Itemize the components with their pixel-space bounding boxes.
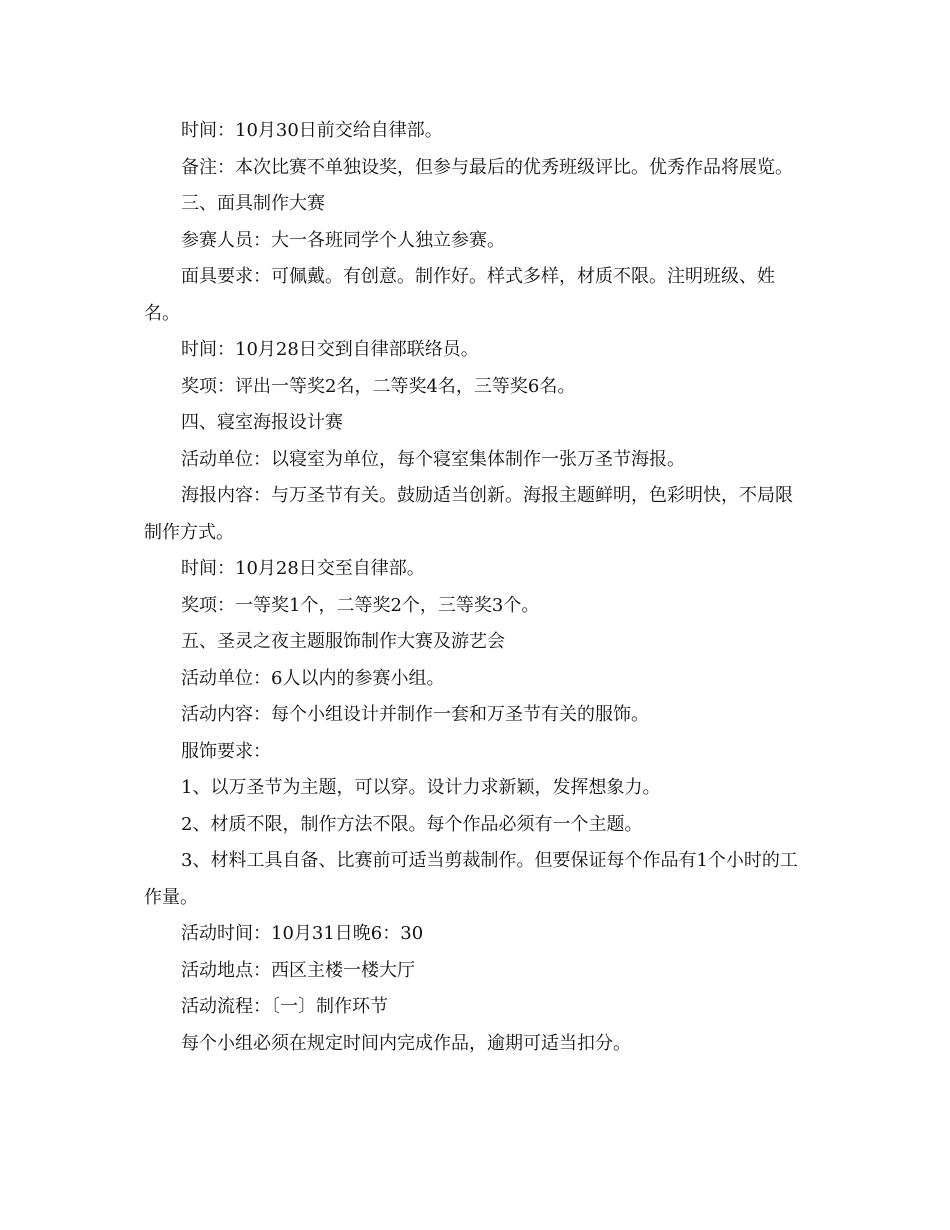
paragraph-event-time: 活动时间：10月31日晚6：30 [181,923,424,944]
paragraph-costume-requirements-label: 服饰要求： [181,740,271,762]
paragraph-mask-requirements: 面具要求：可佩戴。有创意。制作好。样式多样，材质不限。注明班级、姓名。 [144,266,775,324]
paragraph-costume-unit: 活动单位：6人以内的参赛小组。 [181,667,445,689]
paragraph-event-location: 活动地点：西区主楼一楼大厅 [181,959,415,981]
heading-poster-contest: 四、寝室海报设计赛 [181,412,343,433]
document-body [144,113,808,1062]
paragraph-event-process: 活动流程：〔一〕制作环节 [181,996,388,1017]
list-item-requirement-1: 1、以万圣节为主题，可以穿。设计力求新颖，发挥想象力。 [181,777,661,798]
list-item-requirement-2: 2、材质不限，制作方法不限。每个作品必须有一个主题。 [181,813,643,835]
paragraph-submission-time: 时间：10月30日前交给自律部。 [181,120,443,141]
paragraph-poster-awards: 奖项：一等奖1个，二等奖2个，三等奖3个。 [181,594,540,616]
paragraph-deadline-rule: 每个小组必须在规定时间内完成作品，逾期可适当扣分。 [181,1032,631,1054]
paragraph-costume-content: 活动内容：每个小组设计并制作一套和万圣节有关的服饰。 [181,704,649,725]
paragraph-poster-time: 时间：10月28日交至自律部。 [181,558,425,579]
paragraph-poster-unit: 活动单位：以寝室为单位，每个寝室集体制作一张万圣节海报。 [181,448,685,470]
paragraph-mask-awards: 奖项：评出一等奖2名，二等奖4名，三等奖6名。 [181,375,576,397]
list-item-requirement-3: 3、材料工具自备、比赛前可适当剪裁制作。但要保证每个作品有1个小时的工作量。 [144,850,798,908]
heading-mask-contest: 三、面具制作大赛 [181,193,325,214]
heading-costume-contest: 五、圣灵之夜主题服饰制作大赛及游艺会 [181,631,505,652]
paragraph-mask-participants: 参赛人员：大一各班同学个人独立参赛。 [181,229,505,251]
paragraph-note: 备注：本次比赛不单独设奖，但参与最后的优秀班级评比。优秀作品将展览。 [181,156,793,178]
paragraph-mask-time: 时间：10月28日交到自律部联络员。 [181,339,479,360]
paragraph-poster-content: 海报内容：与万圣节有关。鼓励适当创新。海报主题鲜明，色彩明快，不局限制作方式。 [144,485,793,543]
